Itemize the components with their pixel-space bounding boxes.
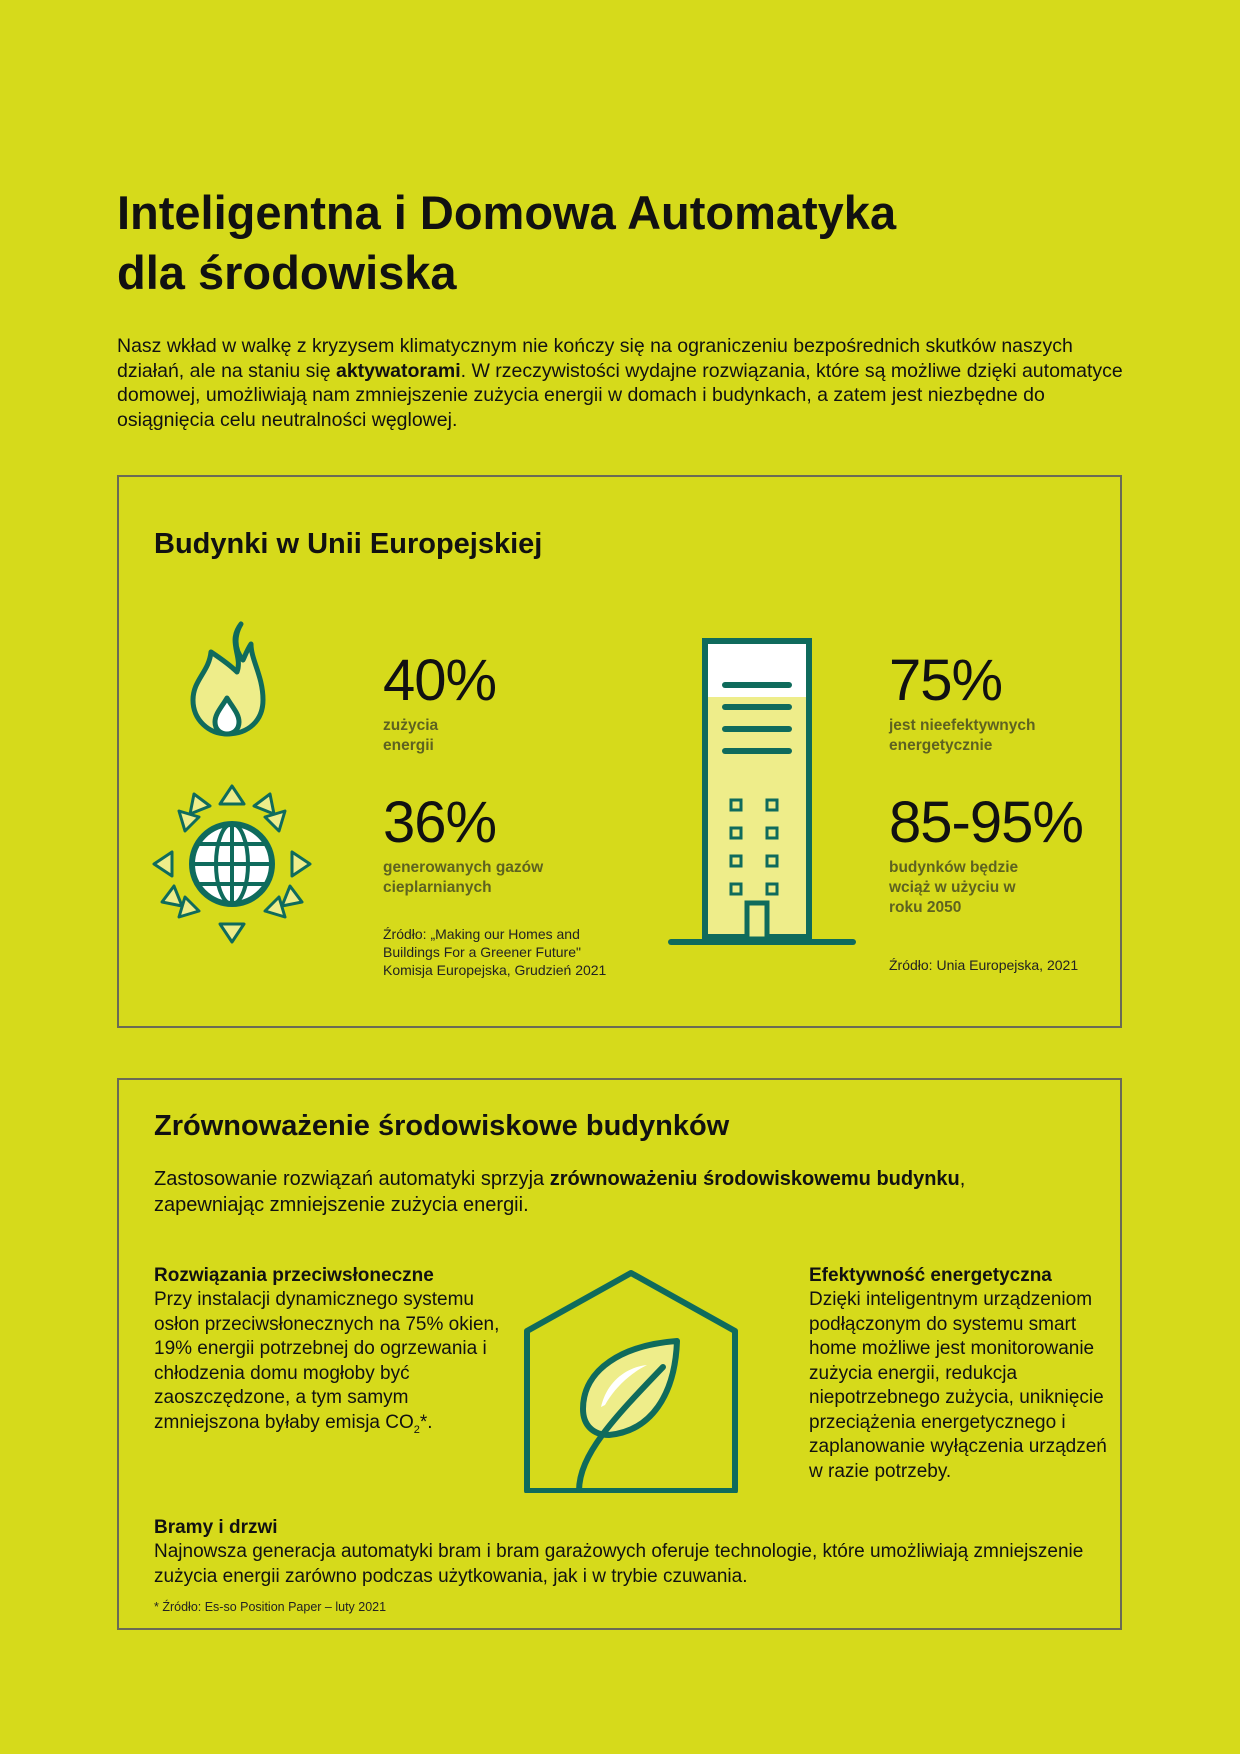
page-title: [117, 183, 1117, 303]
energy-efficiency-heading: Efektywność energetyczna: [809, 1265, 1052, 1286]
intro-paragraph: Nasz wkład w walkę z kryzysem klimatycznym nie kończy się na ograniczeniu bezpośrednich skutków naszych działań, ale na staniu się aktywatorami. W rzeczywistości wydajne rozwiązania, które są możliwe dzięki automatyce domowej, umożliwiają nam zmniejszenie zużycia energii w domach i budynkach, a zatem jest niezbędne do osiągnięcia celu neutralności węglowej.: [117, 335, 1123, 431]
energy-efficiency-text: Dzięki inteligentnym urządzeniom podłączonym do systemu smart home możliwe jest monitorowanie zużycia energii, redukcja niepotrzebnego zużycia, uniknięcie przeciążenia energetycznego i zaplanowanie wyłączenia urządzeń w razie potrzeby.: [809, 1289, 1107, 1482]
sun-shading-block: [154, 1264, 504, 1442]
stat-gases: 36% generowanych gazów cieplarnianych: [383, 790, 544, 896]
intro-bold: aktywatorami: [335, 359, 461, 382]
sustainability-title: Zrównoważenie środowiskowe budynków: [154, 1110, 730, 1142]
source-right: Źródło: Unia Europejska, 2021: [889, 957, 1079, 973]
house-leaf-icon: [523, 1269, 739, 1493]
sun-shading-text: Przy instalacji dynamicznego systemu osłon przeciwsłonecznych na 75% okien, 19% energii potrzebnej do ogrzewania i chłodzenia domu mogłoby być zaoszczędzone, a tym samym zmniejszona byłaby emisja $CO_2*$.: [154, 1289, 500, 1436]
gates-text: Najnowsza generacja automatyki bram i bram garażowych oferuje technologie, które umożliwiają zmniejszenie zużycia energii zarówno podczas użytkowania, jak i w trybie czuwania.: [154, 1541, 1084, 1587]
sun-globe-icon: [152, 784, 312, 944]
stat-2050: 85-95% budynków będzie wciąż w użyciu w roku 2050: [889, 790, 1083, 916]
sustainability-box: [117, 1078, 1122, 1630]
footnote: * Źródło: Es-so Position Paper – luty 2021: [154, 1600, 387, 1614]
eu-buildings-box: [117, 475, 1122, 1028]
stat-energy: 40% zużycia energii: [383, 648, 497, 754]
flame-icon: [171, 620, 281, 740]
gates-block: [154, 1516, 1094, 1589]
lead-bold: zrównoważeniu środowiskowemu budynku: [549, 1168, 960, 1190]
gates-heading: Bramy i drzwi: [154, 1517, 278, 1538]
stat-inefficient: 75% jest nieefektywnych energetycznie: [889, 648, 1036, 754]
sun-shading-heading: Rozwiązania przeciwsłoneczne: [154, 1265, 434, 1286]
sustainability-lead: Zastosowanie rozwiązań automatyki sprzyja zrównoważeniu środowiskowemu budynku, zapewniając zmniejszenie zużycia energii.: [154, 1168, 966, 1216]
title-line-2: dla środowiska: [117, 246, 457, 299]
source-left: Źródło: „Making our Homes and Buildings For a Greener Future" Komisja Europejska, Grudzień 2021: [383, 926, 607, 978]
title-line-1: Inteligentna i Domowa Automatyka: [117, 186, 897, 239]
eu-title: Budynki w Unii Europejskiej: [154, 528, 543, 560]
building-icon: [667, 637, 857, 953]
energy-efficiency-block: [809, 1264, 1109, 1484]
